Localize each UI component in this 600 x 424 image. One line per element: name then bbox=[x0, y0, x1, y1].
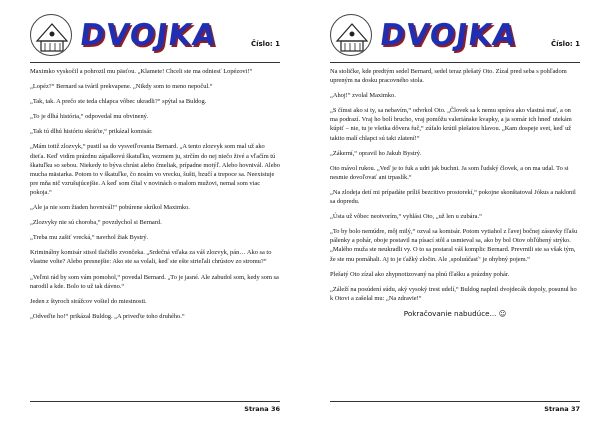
paragraph: „Mám totiž zlozvyk,“ pustil sa do vysvetľovania Bernard. „A tento zlozvyk som mal už ako dieťa. Keď vidím prázdnu zápalkovú škatuľku, vezmem ju, strčím do nej niečo živé a vľačím tú škatuľku so sebou. Niekedy to býva chrúst alebo čmeliak, prípadne motýľ. Alebo hovnivál. Alebo mucha mäsiarka. Potom to v škatuľke, čo nosím vo vrecku, šušti, bzučí a trepoce sa. Neexistuje pre mňa nič vzrušujúcejšie. A keď som čítal v novinách o malom mužovi, nemal som viac pokoja.“ bbox=[30, 143, 280, 196]
paragraph: Na stoličke, kde predtým sedel Bernard, sedel teraz plešatý Oto. Zízal pred seba s pohľadom upreným na dosku pracovného stola. bbox=[330, 68, 567, 85]
paragraph: „Tak tú dlhú históriu skráťte,“ prikázal komisár. bbox=[30, 128, 153, 136]
paragraph: „S čímsi ako si ty, sa nebavím,“ odvrkol Oto. „Človek sa k nemu správa ako vlastná mať, a on ma podrazí. Vraj ho bolí bruchо, vraj pomôžu valeriánske kvapky, a ja somár ich hneď utekám kúpiť – nie, tu je všetka dôvera fuč,“ zúfalo krútil plešatou hlavou. „Kam dospeje svet, keď už takito malí chlapci sú taki zlatení!“ bbox=[330, 107, 572, 142]
paragraph: „To je dlhá história,“ odpovedal mu obvinený. bbox=[30, 113, 149, 121]
paragraph: „Treba mu zašiť vrecká,“ navrhol žiak Bystrý. bbox=[30, 234, 149, 242]
page-number: Strana 36 bbox=[244, 405, 280, 413]
school-logo-icon bbox=[30, 14, 72, 56]
page-content bbox=[330, 67, 580, 324]
header-divider bbox=[30, 62, 280, 63]
paragraph: „Ahoj!“ zvolal Maximko. bbox=[330, 92, 396, 100]
page-header bbox=[330, 14, 580, 56]
paragraph: „Lopéz?“ Bernard sa tváril prekvapene. „Nikdy som to meno nepočul.“ bbox=[30, 83, 213, 91]
page-number: Strana 37 bbox=[544, 405, 580, 413]
magazine-wordmark: DVOJKA bbox=[77, 18, 220, 53]
paragraph: „Zlozvyky nie sú choroba,“ povzdychol si Bernard. bbox=[30, 219, 162, 227]
page-content bbox=[30, 67, 280, 327]
paragraph: „Ústa už vôbec neotvorím,“ vyhlási Oto, „už len u zubára.“ bbox=[330, 213, 482, 221]
paragraph: Jeden z štyroch strážcov vošiel do miestnosti. bbox=[30, 297, 147, 305]
paragraph: Plešatý Oto zízal ako zhypnotizovaný na plnú fľašku a prázdny pohár. bbox=[330, 270, 510, 278]
footer-divider bbox=[30, 401, 280, 402]
paragraph: „Záleží na posúdení súdu, aký vysoký trest udelí,“ Buldog naplnil dvojdecák dopoly, posunul ho k Otovi a zašelal mu: „Na zdravie!“ bbox=[330, 285, 577, 302]
footer-divider bbox=[330, 401, 580, 402]
header-divider bbox=[330, 62, 580, 63]
paragraph: „Zákerní,“ opravil ho Jakub Bystrý. bbox=[330, 149, 422, 157]
page-header bbox=[30, 14, 280, 56]
paragraph: „Na zlodeja detí mi prípadáte príliš bezcitivo prostorekí,“ pokojne skonštatoval Jókus a naklonil sa dopredu. bbox=[330, 188, 576, 206]
issue-number: Číslo: 1 bbox=[250, 40, 280, 48]
paragraph: „Odveďte ho!“ prikázal Buldog. „A priveďte toho druhého.“ bbox=[30, 312, 185, 320]
school-logo-icon bbox=[330, 14, 372, 56]
paragraph: Maximko vyskočil a pohrozil mu päsťou. „Klamete! Chceli ste ma odniesť Lopézovi!“ bbox=[30, 68, 253, 75]
paragraph: Kriminálny komisár stisol tlačidlo zvončeka. „Srdečná vďaka za váš zlozvyk, pán… Ako sa to vlastne volte? Alebo presnejšie: Ako ste sa volali, keď ste ešte strieľali chrústov zo stromu?“ bbox=[30, 249, 272, 266]
paragraph: „Ale ja nie som žiaden hovnivál!“ pobúrene skríkol Maximko. bbox=[30, 204, 190, 212]
paragraph: „To by bolo nemúdre, môj milý,“ ozval sa komisár. Potom vytiahol z ľavej bočnej zásuvky fľašu pálenky a pohár, oboje postavil na písací stôl a usmieval sa, ako by bol Otov obľúbený strýko. „Malého muža ste neukradli vy. O to sa postaral váš komplic Bernard. Prevrnili ste sa však tým, že ste mu pomáhali. Aj to je ťažký zločin. Ale ‚spoluúčasť‘ je ohybný pojem.“ bbox=[330, 228, 578, 263]
magazine-wordmark: DVOJKA bbox=[377, 18, 520, 53]
right-page bbox=[300, 0, 600, 424]
paragraph: Oto mávol rukou. „Veď je to fuk a udri jak buchni. Ja som ľudský človek, a on ma udal. To si nesmie dovoľovať ani trpaslík.“ bbox=[330, 164, 569, 181]
paragraph: „Tak, tak. A prečo ste teda chlapca vôbec ukradli?“ spýtal sa Buldog. bbox=[30, 98, 207, 106]
continuation-note: Pokračovanie nabudúce... ☺ bbox=[403, 308, 507, 318]
issue-number: Číslo: 1 bbox=[550, 40, 580, 48]
paragraph: „Veľmi rád by som vám pomohol,“ povedal Bernard. „To je jasné. Ale zabudol som, kedy som sa narodil a kde. Bolo to už tak dávno.“ bbox=[30, 273, 279, 290]
